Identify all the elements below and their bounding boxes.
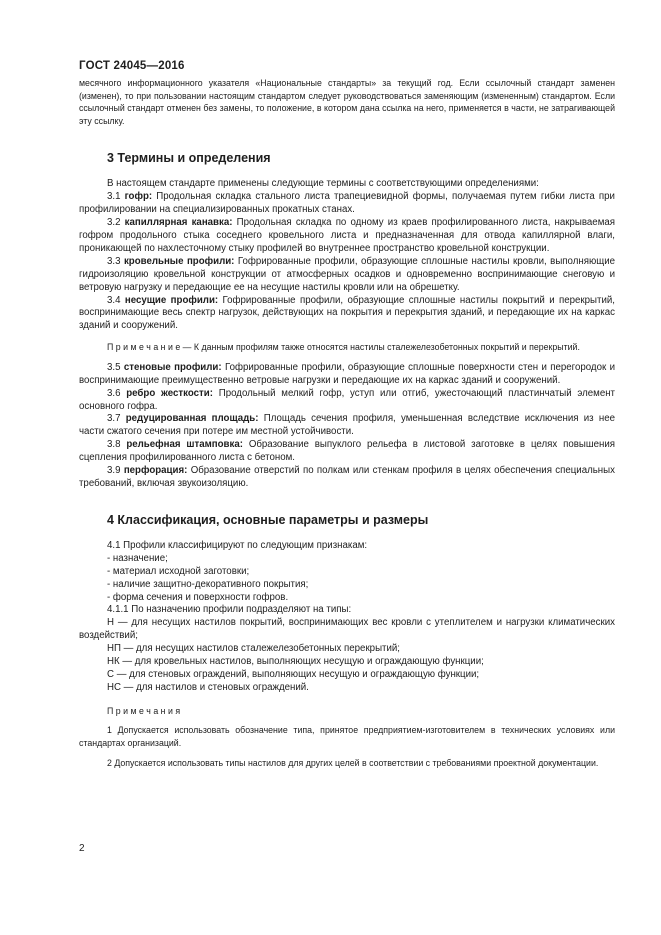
section-3-title: 3 Термины и определения (107, 151, 271, 166)
term-name: капиллярная канавка: (124, 217, 233, 229)
terms-list-2 (79, 362, 615, 491)
term-name: редуцированная площадь: (125, 413, 259, 425)
profile-type-item: НС — для настилов и стеновых ограждений. (107, 681, 309, 693)
term-name: рельефная штамповка: (126, 439, 243, 451)
note-label: П р и м е ч а н и е (107, 342, 181, 353)
profile-type-item: С — для стеновых ограждений, выполняющих несущую и ограждающую функции; (107, 668, 480, 680)
section-3-lead: В настоящем стандарте применены следующие термины с соответствующими определениями: (107, 178, 539, 190)
profile-type-item: НП — для несущих настилов сталежелезобетонных перекрытий; (107, 643, 400, 655)
term-3-3: 3.3 кровельные профили: Гофрированные профили, образующие сплошные настилы кровли, выполняющие гидроизоляцию кровельной конструкции от атмосферных осадков и одновременно воспринимающие снеговую и ветровую нагрузку и передающие ее на несущие настилы кровли или на обрешетку. (79, 255, 615, 293)
note-item-2: 2 Допускается использовать типы настилов для других целей в соответствии с требованиями проектной документации. (107, 757, 599, 768)
profile-type-item: Н — для несущих настилов покрытий, воспринимающих вес кровли с утеплителем и нагрузки климатических воздействий; (79, 617, 615, 642)
profile-types-list (79, 617, 615, 694)
term-name: несущие профили: (124, 294, 219, 306)
list-item: - назначение; (107, 552, 168, 564)
term-3-2: 3.2 капиллярная канавка: Продольная складка по одному из краев профилированного листа, накрываемая гофром продольного стыка соседнего кровельного листа и предназначенная для отвода капиллярной влаги, проникающей по нахлесточному стыку профилей во внутреннее пространство кровельной конструкции. (79, 217, 615, 254)
intro-paragraph: месячного информационного указателя «Национальные стандарты» за текущий год. Если ссылочный стандарт заменен (изменен), то при пользовании настоящим стандартом следует руководствоваться заменяющим (измененным) стандартом. Если ссылочный стандарт отменен без замены, то положение, в котором дана ссылка на него, применяется в части, не затрагивающей эту ссылку. (79, 78, 615, 126)
notes-label: П р и м е ч а н и я (107, 705, 181, 716)
term-3-6: 3.6 ребро жесткости: Продольный мелкий гофр, уступ или отгиб, ужесточающий пластинчатый элемент основного гофра. (79, 387, 615, 412)
section-4-title: 4 Классификация, основные параметры и размеры (107, 512, 429, 527)
profile-type-item: НК — для кровельных настилов, выполняющих несущую и ограждающую функции; (107, 656, 484, 668)
term-3-1: 3.1 гофр: Продольная складка стального листа трапециевидной формы, получаемая путем гибки листа при профилировании на специализированных прокатных станах. (79, 191, 615, 216)
list-item: - форма сечения и поверхности гофров. (107, 591, 289, 603)
term-3-5: 3.5 стеновые профили: Гофрированные профили, образующие сплошные поверхности стен и перегородок и воспринимающие преимущественно ветровые нагрузки и передающие их на каркас зданий и сооружений. (79, 361, 615, 386)
list-item: 4.1.1 По назначению профили подразделяют на типы: (107, 604, 352, 616)
terms-list-1 (79, 191, 615, 333)
term-name: гофр: (124, 191, 153, 203)
term-3-8: 3.8 рельефная штамповка: Образование выпуклого рельефа в листовой заготовке в целях повышения сцепления профилированного листа с бетоном. (79, 439, 615, 464)
term-name: перфорация: (123, 465, 188, 477)
term-3-4: 3.4 несущие профили: Гофрированные профили, образующие сплошные настилы покрытий и перекрытий, воспринимающие весь спектр нагрузок, действующих на покрытия и перекрытия зданий, и передающие их на каркас зданий и сооружений. (79, 294, 615, 332)
document-header: ГОСТ 24045—2016 (79, 60, 185, 72)
term-name: кровельные профили: (123, 255, 235, 267)
term-3-9: 3.9 перфорация: Образование отверстий по полкам или стенкам профиля в целях обеспечения специальных требований, включая звукоизоляцию. (79, 465, 615, 489)
page-body (79, 77, 615, 769)
note-item-1: 1 Допускается использовать обозначение типа, принятое предприятием-изготовителем в технических условиях или стандартах организаций. (79, 725, 615, 748)
classification-list (79, 540, 615, 617)
list-item: - материал исходной заготовки; (107, 565, 250, 577)
list-item: 4.1 Профили классифицируют по следующим признакам: (107, 539, 368, 551)
page-number: 2 (79, 843, 85, 854)
term-name: стеновые профили: (123, 361, 222, 373)
term-3-7: 3.7 редуцированная площадь: Площадь сечения профиля, уменьшенная вследствие исключения из нее части сжатого сечения при потере им местной устойчивости. (79, 413, 616, 438)
term-name: ребро жесткости: (126, 387, 213, 399)
list-item: - наличие защитно-декоративного покрытия; (107, 578, 309, 590)
note-text: — К данным профилям также относятся настилы сталежелезобетонных покрытий и перекрытий. (180, 342, 580, 353)
section-3-note (79, 341, 615, 354)
